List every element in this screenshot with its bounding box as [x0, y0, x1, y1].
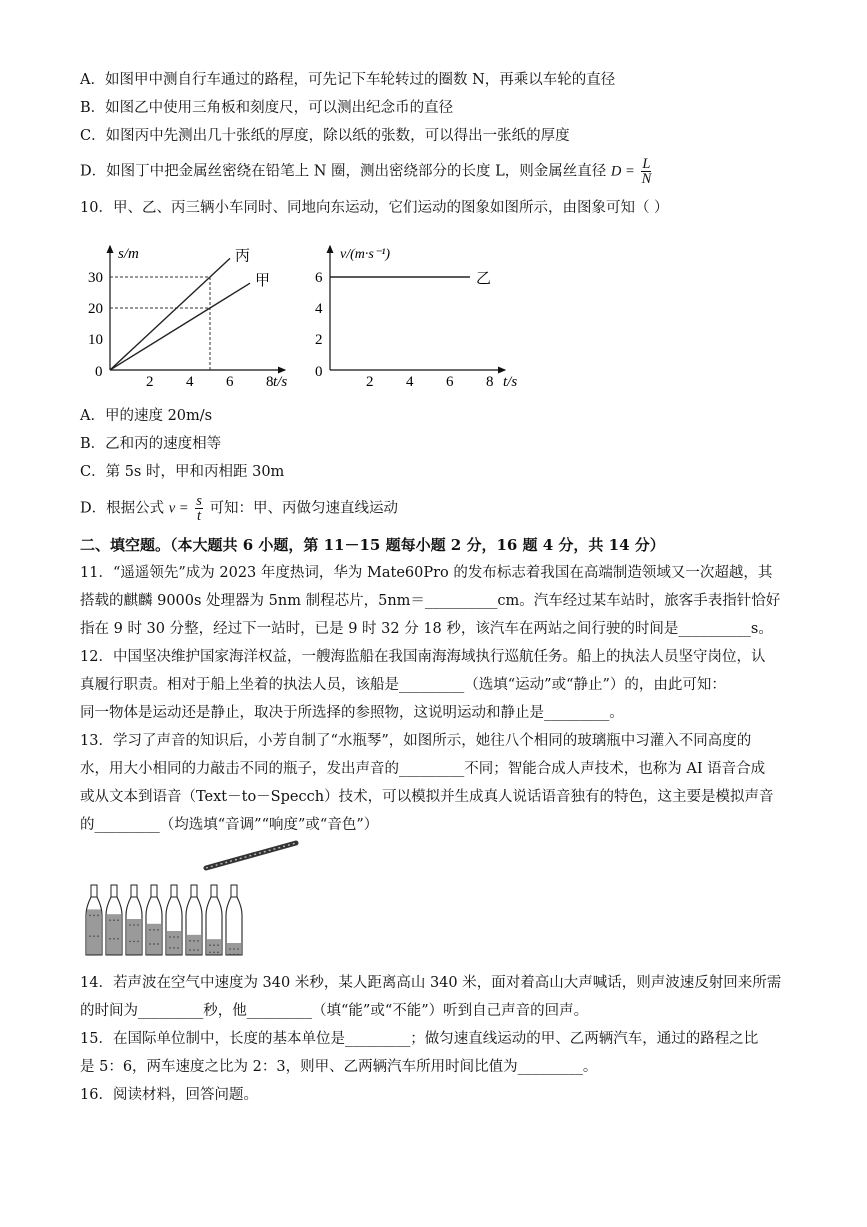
- st-xtick-2: 2: [146, 374, 154, 390]
- q9-formula-denominator: N: [641, 171, 652, 187]
- st-graph: [88, 246, 287, 390]
- bottle-icon: [146, 885, 162, 955]
- q14-line-2: 的时间为_________秒，他_________（填“能”或“不能”）听到自己声音的回声。: [80, 1003, 589, 1019]
- vt-xtick-6: 6: [446, 374, 454, 390]
- q16-line-1: 16．阅读材料，回答问题。: [80, 1087, 258, 1103]
- q13-line-3: 或从文本到语音（Text－to－Specch）技术，可以模拟并生成真人说话语音独有的特色，这主要是模拟声音: [80, 789, 774, 805]
- q9-option-d-text: D．如图丁中把金属丝密绕在铅笔上 N 圈，测出密绕部分的长度 L，则金属丝直径: [80, 163, 607, 180]
- q15-line-1: 15．在国际单位制中，长度的基本单位是_________；做匀速直线运动的甲、乙两辆汽车，通过的路程之比: [80, 1031, 759, 1047]
- st-xtick-8: 8: [266, 374, 274, 390]
- q9-option-a: A．如图甲中测自行车通过的路程，可先记下车轮转过的圈数 N，再乘以车轮的直径: [80, 72, 616, 88]
- q9-formula-lhs: D =: [610, 163, 635, 180]
- q10-graphs: [85, 240, 545, 400]
- q10-option-d-suffix: 可知：甲、丙做匀速直线运动: [209, 500, 398, 517]
- q14-line-1: 14．若声波在空气中速度为 340 米秒，某人距离高山 340 米，面对着高山大声喊话，则声波速反射回来所需: [80, 975, 782, 991]
- section-2-title: 二、填空题。（本大题共 6 小题，第 11－15 题每小题 2 分，16 题 4 分，共 14 分）: [80, 536, 665, 554]
- st-origin: 0: [95, 364, 103, 380]
- vt-origin: 0: [315, 364, 323, 380]
- q15-line-2: 是 5：6，两车速度之比为 2：3，则甲、乙两辆汽车所用时间比值为_________。: [80, 1059, 598, 1075]
- vt-xtick-2: 2: [366, 374, 374, 390]
- q9-formula-numerator: L: [642, 156, 651, 172]
- vt-xlabel: t/s: [503, 374, 518, 390]
- bottle-icon: [206, 885, 222, 955]
- st-xtick-6: 6: [226, 374, 234, 390]
- bottles-group: [86, 885, 242, 955]
- q9-formula-fraction: [641, 157, 651, 186]
- st-series-line-0: [110, 258, 230, 370]
- bottle-icon: [86, 885, 102, 955]
- vt-ytick-2: 2: [315, 332, 323, 348]
- st-ytick-30: 30: [88, 270, 103, 286]
- q12-line-2: 真履行职责。相对于船上坐着的执法人员，该船是_________（选填“运动”或“静止”）的，由此可知：: [80, 677, 726, 693]
- bottle-icon: [126, 885, 142, 955]
- st-series-line-1: [110, 283, 250, 370]
- q11-line-1: 11．“遥遥领先”成为 2023 年度热词，华为 Mate60Pro 的发布标志着我国在高端制造领域又一次超越，其: [80, 565, 773, 581]
- st-xlabel: t/s: [273, 374, 288, 390]
- striking-stick-icon: [206, 843, 296, 868]
- q10-stem: 10．甲、乙、丙三辆小车同时、同地向东运动，它们运动的图象如图所示，由图象可知（ ）: [80, 200, 669, 216]
- vt-xtick-8: 8: [486, 374, 494, 390]
- water-bottle-xylophone-figure: [80, 835, 300, 975]
- st-ytick-20: 20: [88, 301, 103, 317]
- st-ylabel: s/m: [118, 246, 139, 262]
- q11-line-2: 搭载的麒麟 9000s 处理器为 5nm 制程芯片，5nm＝__________cm。汽车经过某车站时，旅客手表指针恰好: [80, 593, 781, 609]
- q10-formula-numerator: s: [196, 493, 202, 509]
- q12-line-3: 同一物体是运动还是静止，取决于所选择的参照物，这说明运动和静止是_________。: [80, 705, 624, 721]
- q10-option-d: [80, 494, 398, 523]
- q10-formula-lhs: v =: [168, 500, 189, 517]
- bottle-icon: [226, 885, 242, 955]
- vt-xtick-4: 4: [406, 374, 414, 390]
- q13-line-2: 水，用大小相同的力敲击不同的瓶子，发出声音的_________不同；智能合成人声技术，也称为 AI 语音合成: [80, 761, 766, 777]
- st-series-label-1: 甲: [255, 273, 271, 290]
- vt-series-label-0: 乙: [476, 271, 492, 287]
- vt-graph: [315, 246, 517, 390]
- bottle-icon: [166, 885, 182, 955]
- vt-ytick-6: 6: [315, 270, 323, 286]
- q10-option-a: A．甲的速度 20m/s: [80, 408, 213, 424]
- q13-line-1: 13．学习了声音的知识后，小芳自制了“水瓶琴”，如图所示，她往八个相同的玻璃瓶中习灌入不同高度的: [80, 733, 752, 749]
- q11-line-3: 指在 9 时 30 分整，经过下一站时，已是 9 时 32 分 18 秒，该汽车在两站之间行驶的时间是__________s。: [80, 621, 773, 637]
- q12-line-1: 12．中国坚决维护国家海洋权益，一艘海监船在我国南海海域执行巡航任务。船上的执法人员坚守岗位，认: [80, 649, 766, 665]
- q13-line-4: 的_________（均选填“音调”“响度”或“音色”）: [80, 817, 379, 833]
- q9-option-b: B．如图乙中使用三角板和刻度尺，可以测出纪念币的直径: [80, 100, 454, 116]
- q10-option-d-prefix: D．根据公式: [80, 500, 165, 517]
- vt-ylabel: v/(m·s⁻¹): [340, 247, 391, 262]
- st-xtick-4: 4: [186, 374, 194, 390]
- vt-ytick-4: 4: [315, 301, 323, 317]
- st-series-label-0: 丙: [235, 248, 251, 265]
- st-ytick-10: 10: [88, 332, 103, 348]
- q10-formula-fraction: [195, 494, 203, 523]
- q9-option-c: C．如图丙中先测出几十张纸的厚度，除以纸的张数，可以得出一张纸的厚度: [80, 128, 570, 144]
- q10-formula-denominator: t: [197, 508, 202, 524]
- q10-option-b: B．乙和丙的速度相等: [80, 436, 222, 452]
- q10-option-c: C．第 5s 时，甲和丙相距 30m: [80, 464, 285, 480]
- bottle-icon: [186, 885, 202, 955]
- bottle-icon: [106, 885, 122, 955]
- q9-option-d: [80, 157, 653, 186]
